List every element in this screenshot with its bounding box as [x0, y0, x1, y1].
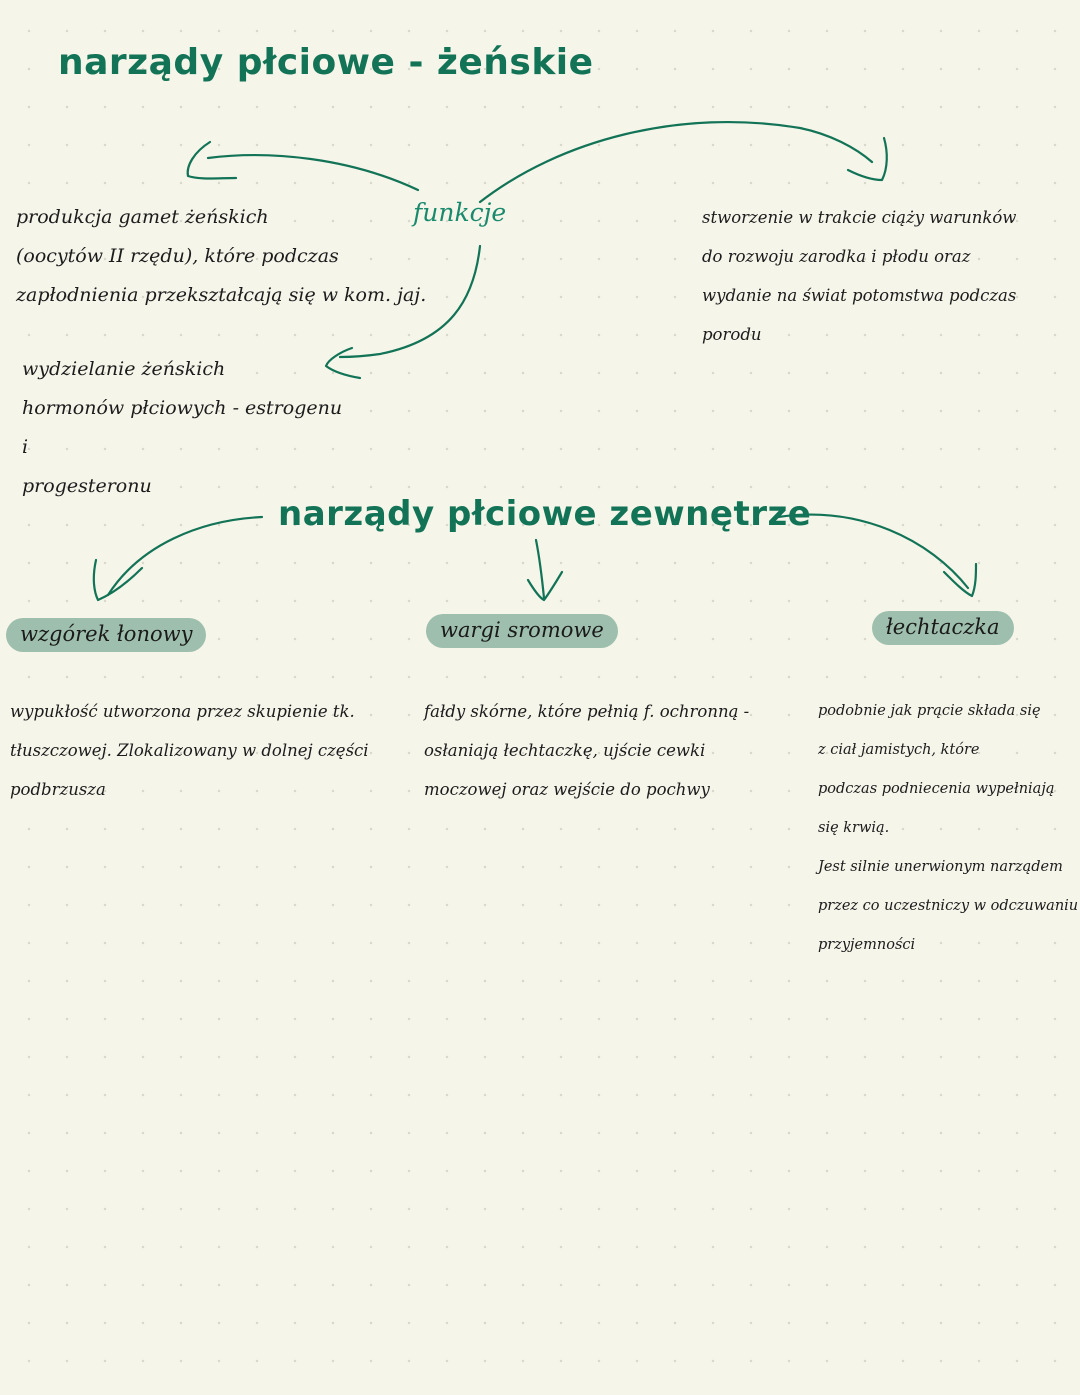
- arrow-to-wargi: [536, 540, 544, 598]
- text-line: wypukłość utworzona przez skupienie tk.: [10, 702, 355, 721]
- desc-wargi: [424, 692, 774, 809]
- text-line: (oocytów II rzędu), które podczas: [16, 245, 339, 267]
- arrow-to-wzgorek: [108, 517, 262, 595]
- text-line: stworzenie w trakcie ciąży warunków: [702, 208, 1017, 227]
- text-line: fałdy skórne, które pełnią f. ochronną -: [424, 702, 750, 721]
- text-line: podbrzusza: [10, 780, 106, 799]
- text-line: podobnie jak prącie składa się: [818, 703, 1041, 719]
- functions-label: funkcje: [413, 198, 507, 227]
- text-line: z ciał jamistych, które: [818, 742, 980, 758]
- function-hormone-secretion: [22, 350, 352, 506]
- tag-wargi: wargi sromowe: [426, 614, 618, 648]
- text-line: produkcja gamet żeńskich: [16, 206, 269, 228]
- text-line: osłaniają łechtaczkę, ujście cewki: [424, 741, 706, 760]
- text-line: tłuszczowej. Zlokalizowany w dolnej części: [10, 741, 369, 760]
- text-line: wydzielanie żeńskich: [22, 358, 226, 380]
- text-line: Jest silnie unerwionym narządem: [818, 859, 1063, 875]
- page-title: narządy płciowe - żeńskie: [58, 42, 594, 83]
- text-line: do rozwoju zarodka i płodu oraz: [702, 247, 971, 266]
- tag-wzgorek: wzgórek łonowy: [6, 618, 206, 652]
- text-line: progesteronu: [22, 475, 152, 497]
- text-line: przyjemności: [818, 937, 916, 953]
- text-line: przez co uczestniczy w odczuwaniu: [818, 898, 1079, 914]
- section-title: narządy płciowe zewnętrze: [278, 494, 812, 534]
- text-line: się krwią.: [818, 820, 890, 836]
- arrow-head-wargi: [528, 572, 562, 600]
- desc-lechtaczka: [818, 692, 1080, 965]
- arrow-head-gamety: [188, 142, 236, 179]
- text-line: porodu: [702, 325, 762, 344]
- text-line: zapłodnienia przekształcają się w kom. jaj.: [16, 284, 427, 306]
- arrow-to-ciaza: [480, 122, 872, 202]
- text-line: wydanie na świat potomstwa podczas: [702, 286, 1017, 305]
- text-line: hormonów płciowych - estrogenu i: [22, 397, 343, 458]
- arrow-to-gamety: [208, 155, 418, 190]
- function-gamete-production: [16, 198, 456, 315]
- text-line: podczas podniecenia wypełniają: [818, 781, 1055, 797]
- desc-wzgorek: [10, 692, 370, 809]
- function-pregnancy: [702, 198, 1072, 354]
- tag-lechtaczka: łechtaczka: [872, 611, 1014, 645]
- text-line: moczowej oraz wejście do pochwy: [424, 780, 710, 799]
